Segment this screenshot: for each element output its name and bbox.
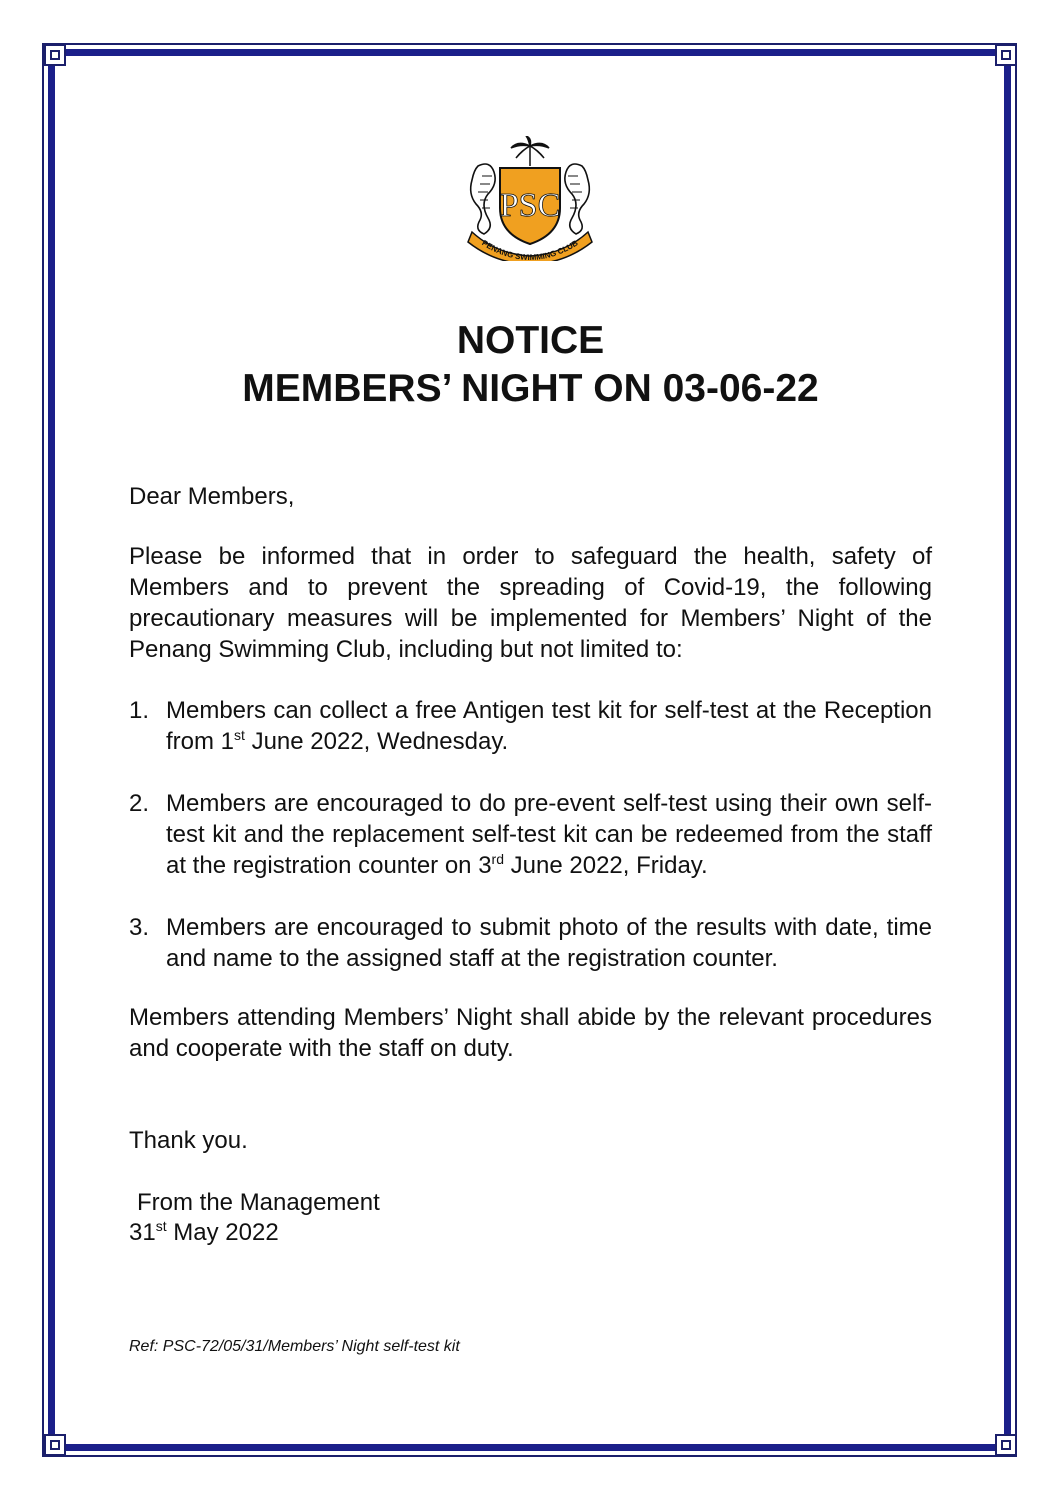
list-item-text-tail: June 2022, Friday. bbox=[504, 852, 708, 879]
list-item bbox=[129, 695, 932, 757]
ordinal-suffix: rd bbox=[491, 851, 504, 867]
date-day: 31 bbox=[129, 1219, 156, 1246]
list-item-number: 1. bbox=[129, 697, 150, 724]
crest-monogram: PSC bbox=[499, 187, 561, 224]
date-rest: May 2022 bbox=[166, 1219, 279, 1246]
from-line: From the Management bbox=[137, 1189, 380, 1216]
event-heading: MEMBERS’ NIGHT ON 03-06-22 bbox=[242, 367, 819, 410]
list-item-number: 3. bbox=[129, 914, 150, 941]
thanks-line: Thank you. bbox=[129, 1127, 248, 1154]
date-ordinal-suffix: st bbox=[155, 1218, 167, 1234]
crest-ribbon-text: PENANG SWIMMING CLUB bbox=[480, 238, 580, 261]
date-line bbox=[129, 1217, 932, 1248]
list-item-text: Members can collect a free Antigen test kit for self-test at the Reception from 1 bbox=[166, 697, 932, 755]
corner-ornament-top-left bbox=[44, 44, 66, 66]
club-crest-logo bbox=[456, 136, 604, 261]
list-item-number: 2. bbox=[129, 790, 150, 817]
corner-ornament-bottom-right bbox=[995, 1434, 1017, 1456]
notice-heading: NOTICE bbox=[456, 319, 605, 362]
list-item-text-tail: June 2022, Wednesday. bbox=[244, 728, 509, 755]
list-item bbox=[129, 788, 932, 881]
closing-paragraph: Members attending Members’ Night shall abide by the relevant procedures and cooperate with the staff on duty. bbox=[129, 1004, 932, 1062]
measures-list bbox=[129, 695, 932, 974]
salutation: Dear Members, bbox=[129, 483, 295, 510]
intro-paragraph: Please be informed that in order to safeguard the health, safety of Members and to prevent the spreading of Covid-19, the following precautionary measures will be implemented for Members’ Night of the Penang Swimming Club, including but not limited to: bbox=[129, 543, 932, 663]
reference-line: Ref: PSC-72/05/31/Members’ Night self-test kit bbox=[129, 1338, 460, 1355]
list-item-text: Members are encouraged to do pre-event self-test using their own self-test kit and the replacement self-test kit can be redeemed from the staff at the registration counter on 3 bbox=[166, 790, 932, 879]
list-item bbox=[129, 912, 932, 974]
corner-ornament-top-right bbox=[995, 44, 1017, 66]
list-item-text: Members are encouraged to submit photo of the results with date, time and name to the assigned staff at the registration counter. bbox=[166, 914, 932, 972]
corner-ornament-bottom-left bbox=[44, 1434, 66, 1456]
ordinal-suffix: st bbox=[234, 727, 245, 743]
